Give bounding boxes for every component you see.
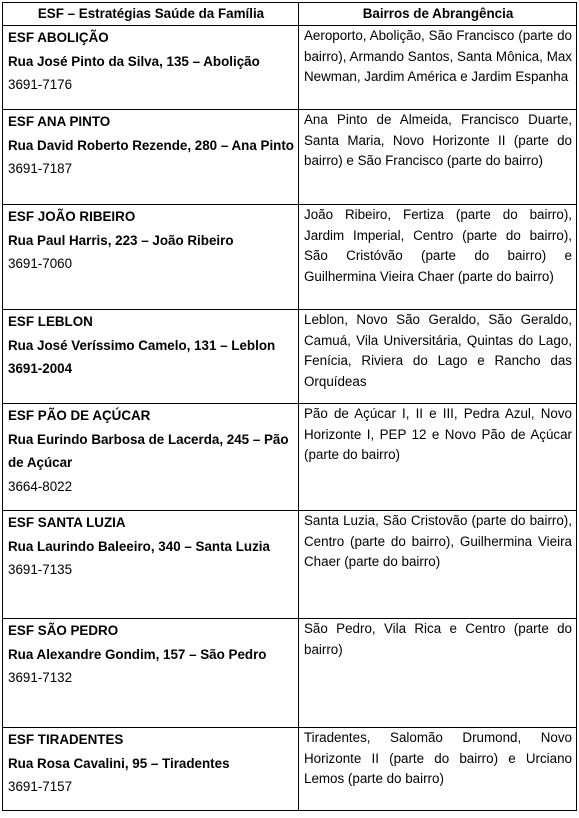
- esf-phone: 3691-7187: [8, 161, 73, 176]
- esf-name: ESF JOÃO RIBEIRO: [8, 209, 136, 224]
- esf-address: Rua Alexandre Gondim, 157 – São Pedro: [8, 646, 267, 662]
- bairros-cell: João Ribeiro, Fertiza (parte do bairro), Jardim Imperial, Centro (parte do bairro), São Cristóvão (parte do bairro) e Guilhermina Vieira Chaer (parte do bairro): [299, 205, 577, 310]
- table-row: [3, 619, 577, 728]
- esf-table: [2, 2, 577, 811]
- table-row: [3, 205, 577, 310]
- esf-phone: 3691-7132: [8, 670, 73, 685]
- header-esf: ESF – Estratégias Saúde da Família: [3, 3, 299, 26]
- esf-phone: 3691-7135: [8, 562, 73, 577]
- esf-phone: 3664-8022: [8, 478, 73, 494]
- bairros-cell: São Pedro, Vila Rica e Centro (parte do bairro): [299, 619, 577, 728]
- table-row: [3, 310, 577, 404]
- esf-name: ESF PÃO DE AÇÚCAR: [8, 408, 151, 423]
- bairros-cell: Leblon, Novo São Geraldo, São Geraldo, Camuá, Vila Universitária, Quintas do Lago, Fenícia, Riviera do Lago e Rancho das Orquídeas: [299, 310, 577, 404]
- esf-address: Rua Eurindo Barbosa de Lacerda, 245 – Pão de Açúcar: [8, 431, 289, 470]
- esf-cell: [3, 310, 299, 404]
- table-row: [3, 404, 577, 511]
- table-header-row: [3, 3, 577, 26]
- esf-phone: 3691-2004: [8, 361, 73, 376]
- bairros-cell: Pão de Açúcar I, II e III, Pedra Azul, Novo Horizonte I, PEP 12 e Novo Pão de Açúcar (parte do bairro): [299, 404, 577, 511]
- bairros-cell: Tiradentes, Salomão Drumond, Novo Horizonte II (parte do bairro) e Urciano Lemos (parte do bairro): [299, 728, 577, 811]
- esf-phone: 3691-7060: [8, 256, 73, 271]
- header-bairros: Bairros de Abrangência: [299, 3, 577, 26]
- esf-cell: [3, 110, 299, 205]
- esf-name: ESF SANTA LUZIA: [8, 515, 126, 530]
- esf-cell: [3, 26, 299, 110]
- esf-cell: [3, 404, 299, 511]
- esf-name: ESF ABOLIÇÃO: [8, 30, 109, 45]
- esf-name: ESF ANA PINTO: [8, 114, 111, 129]
- esf-address: Rua José Pinto da Silva, 135 – Abolição: [8, 53, 260, 69]
- bairros-cell: Aeroporto, Abolição, São Francisco (parte do bairro), Armando Santos, Santa Mônica, Max Newman, Jardim América e Jardim Espanha: [299, 26, 577, 110]
- esf-address: Rua Laurindo Baleeiro, 340 – Santa Luzia: [8, 538, 270, 554]
- esf-cell: [3, 511, 299, 619]
- esf-name: ESF LEBLON: [8, 314, 93, 329]
- bairros-cell: Ana Pinto de Almeida, Francisco Duarte, Santa Maria, Novo Horizonte II (parte do bairro) e São Francisco (parte do bairro): [299, 110, 577, 205]
- table-row: [3, 511, 577, 619]
- table-row: [3, 110, 577, 205]
- esf-cell: [3, 619, 299, 728]
- esf-cell: [3, 728, 299, 811]
- table-row: [3, 26, 577, 110]
- esf-address: Rua José Veríssimo Camelo, 131 – Leblon: [8, 337, 276, 353]
- esf-address: Rua Rosa Cavalini, 95 – Tiradentes: [8, 755, 230, 771]
- esf-address: Rua Paul Harris, 223 – João Ribeiro: [8, 232, 234, 248]
- bairros-cell: Santa Luzia, São Cristovão (parte do bairro), Centro (parte do bairro), Guilhermina Vieira Chaer (parte do bairro): [299, 511, 577, 619]
- esf-phone: 3691-7157: [8, 779, 73, 794]
- esf-name: ESF TIRADENTES: [8, 732, 124, 747]
- esf-phone: 3691-7176: [8, 77, 73, 92]
- esf-cell: [3, 205, 299, 310]
- esf-address: Rua David Roberto Rezende, 280 – Ana Pinto: [8, 137, 294, 153]
- esf-name: ESF SÃO PEDRO: [8, 623, 119, 638]
- table-row: [3, 728, 577, 811]
